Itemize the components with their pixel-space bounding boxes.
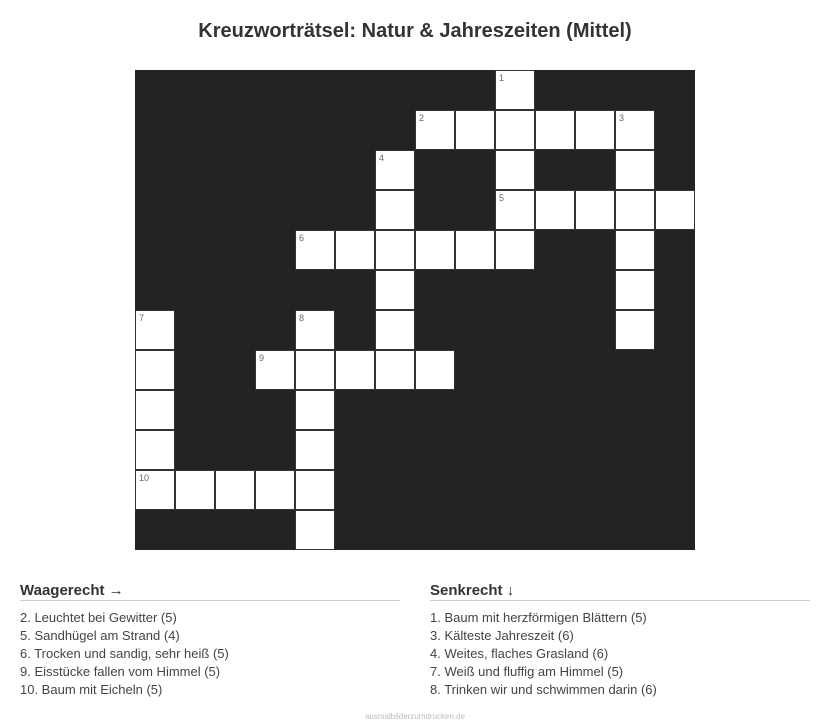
down-heading: Senkrecht ↓ bbox=[430, 582, 810, 601]
crossword-cell[interactable] bbox=[415, 350, 455, 390]
crossword-cell[interactable] bbox=[295, 350, 335, 390]
clue-number: 9 bbox=[259, 353, 265, 363]
crossword-cell[interactable] bbox=[615, 230, 655, 270]
crossword-cell[interactable] bbox=[575, 110, 615, 150]
clue-number: 10 bbox=[139, 473, 150, 483]
crossword-cell[interactable] bbox=[375, 190, 415, 230]
clue-number: 7 bbox=[139, 313, 145, 323]
crossword-cell[interactable] bbox=[375, 150, 415, 190]
crossword-cell[interactable] bbox=[495, 190, 535, 230]
crossword-cell[interactable] bbox=[615, 190, 655, 230]
clue-number: 6 bbox=[299, 233, 305, 243]
crossword-cell[interactable] bbox=[415, 110, 455, 150]
crossword-cell[interactable] bbox=[655, 190, 695, 230]
clue-number: 4 bbox=[379, 153, 385, 163]
clue-item: 10. Baum mit Eicheln (5) bbox=[20, 682, 163, 697]
across-heading: Waagerecht → bbox=[20, 582, 400, 601]
clue-item: 4. Weites, flaches Grasland (6) bbox=[430, 646, 609, 661]
crossword-cell[interactable] bbox=[495, 70, 535, 110]
crossword-cell[interactable] bbox=[215, 470, 255, 510]
clue-number: 8 bbox=[299, 313, 305, 323]
crossword-cell[interactable] bbox=[135, 310, 175, 350]
crossword-cell[interactable] bbox=[335, 230, 375, 270]
crossword-cell[interactable] bbox=[335, 350, 375, 390]
crossword-cell[interactable] bbox=[295, 430, 335, 470]
crossword-cell[interactable] bbox=[295, 470, 335, 510]
crossword-cell[interactable] bbox=[615, 150, 655, 190]
clue-number: 3 bbox=[619, 113, 625, 123]
crossword-cell[interactable] bbox=[535, 110, 575, 150]
crossword-cell[interactable] bbox=[495, 110, 535, 150]
crossword-cell[interactable] bbox=[415, 230, 455, 270]
crossword-cell[interactable] bbox=[535, 190, 575, 230]
clue-item: 8. Trinken wir und schwimmen darin (6) bbox=[430, 682, 657, 697]
crossword-cell[interactable] bbox=[135, 350, 175, 390]
clue-item: 5. Sandhügel am Strand (4) bbox=[20, 628, 180, 643]
clue-item: 2. Leuchtet bei Gewitter (5) bbox=[20, 610, 177, 625]
crossword-cell[interactable] bbox=[455, 230, 495, 270]
crossword-cell[interactable] bbox=[295, 390, 335, 430]
crossword-cell[interactable] bbox=[135, 390, 175, 430]
down-clues bbox=[430, 582, 810, 699]
across-clues bbox=[20, 582, 400, 699]
crossword-cell[interactable] bbox=[255, 350, 295, 390]
crossword-cell[interactable] bbox=[175, 470, 215, 510]
crossword-cell[interactable] bbox=[295, 230, 335, 270]
crossword-cell[interactable] bbox=[375, 230, 415, 270]
crossword-cell[interactable] bbox=[135, 470, 175, 510]
crossword-cell[interactable] bbox=[575, 190, 615, 230]
down-clue-list bbox=[430, 609, 810, 699]
crossword-cell[interactable] bbox=[615, 270, 655, 310]
crossword-cell[interactable] bbox=[615, 310, 655, 350]
clue-item: 7. Weiß und fluffig am Himmel (5) bbox=[430, 664, 624, 679]
crossword-cell[interactable] bbox=[455, 110, 495, 150]
crossword-cell[interactable] bbox=[375, 350, 415, 390]
crossword-cell[interactable] bbox=[495, 150, 535, 190]
crossword-cell[interactable] bbox=[295, 510, 335, 550]
crossword-cell[interactable] bbox=[375, 270, 415, 310]
clue-item: 6. Trocken und sandig, sehr heiß (5) bbox=[20, 646, 229, 661]
clue-item: 3. Kälteste Jahreszeit (6) bbox=[430, 628, 574, 643]
crossword-grid bbox=[135, 70, 695, 550]
crossword-cell[interactable] bbox=[375, 310, 415, 350]
crossword-cell[interactable] bbox=[495, 230, 535, 270]
clue-number: 1 bbox=[499, 73, 505, 83]
across-clue-list bbox=[20, 609, 400, 699]
crossword-cell[interactable] bbox=[135, 430, 175, 470]
clue-number: 2 bbox=[419, 113, 425, 123]
clue-number: 5 bbox=[499, 193, 505, 203]
clue-item: 1. Baum mit herzförmigen Blättern (5) bbox=[430, 610, 647, 625]
clue-item: 9. Eisstücke fallen vom Himmel (5) bbox=[20, 664, 221, 679]
crossword-cell[interactable] bbox=[615, 110, 655, 150]
page-title: Kreuzworträtsel: Natur & Jahreszeiten (Mittel) bbox=[198, 20, 632, 42]
crossword-cell[interactable] bbox=[295, 310, 335, 350]
footer-credit: ausmalbilderzumdrucken.de bbox=[364, 712, 466, 721]
crossword-cell[interactable] bbox=[255, 470, 295, 510]
